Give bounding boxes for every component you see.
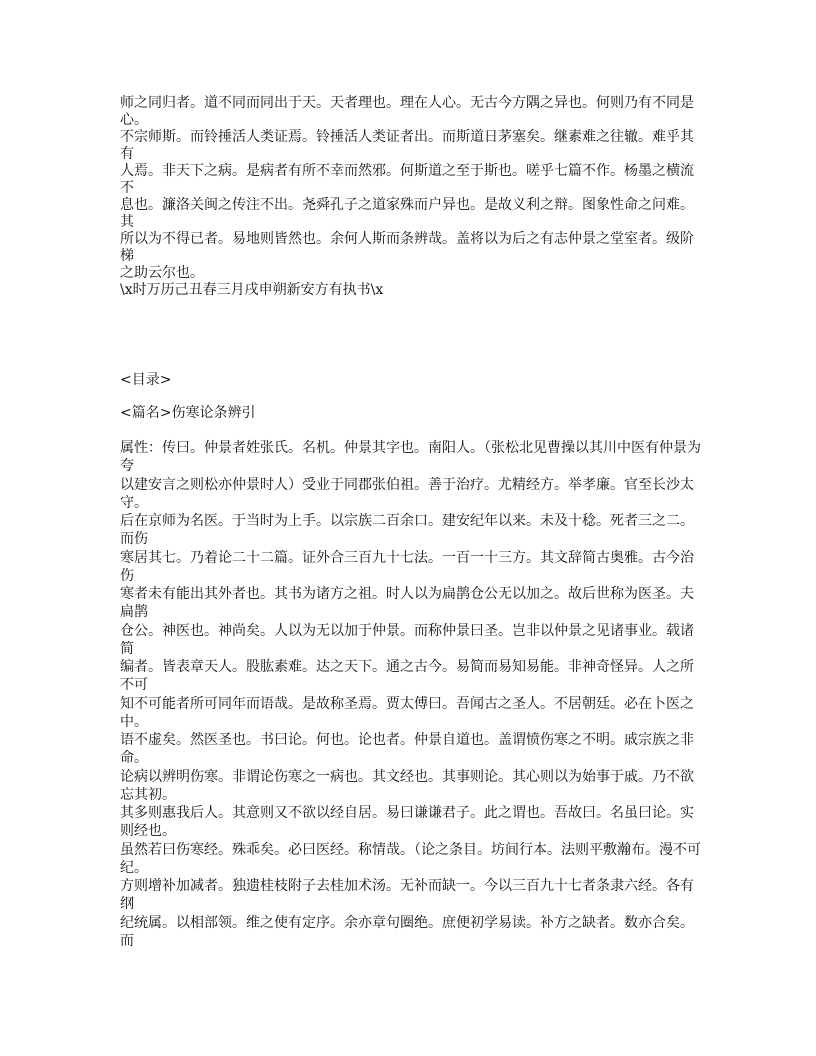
- toc-heading: <目录>: [120, 372, 172, 388]
- text-line: \x时万历己丑春三月戌申朔新安方有执书\x: [120, 282, 384, 298]
- text-line: 心。: [120, 112, 148, 128]
- paragraph: [120, 585, 720, 622]
- text-line: 守。: [120, 494, 148, 511]
- text-line: 后在京师为名医。于当时为上手。以宗族二百余口。建安纪年以来。未及十稔。死者三之二。: [120, 513, 694, 529]
- paragraph: [120, 197, 720, 231]
- text-line: 简: [120, 640, 134, 657]
- text-line: 有: [120, 146, 134, 162]
- text-line: 梯: [120, 248, 134, 264]
- paragraph: [120, 476, 720, 513]
- paragraph: [120, 512, 720, 549]
- text-line: 其多则惠我后人。其意则又不欲以经自居。易曰谦谦君子。此之谓也。吾故曰。名虽曰论。实: [120, 805, 694, 821]
- text-line: 寒居其七。乃着论二十二篇。证外合三百九十七法。一百一十三方。其文辞简古奥雅。古今治: [120, 549, 694, 566]
- text-line: 论病以辨明伤寒。非谓论伤寒之一病也。其文经也。其事则论。其心则以为始事于戚。乃不欲: [120, 768, 694, 785]
- text-line: 中。: [120, 713, 148, 730]
- paragraph: [120, 804, 720, 841]
- text-line: 命。: [120, 750, 148, 767]
- text-line: 忘其初。: [120, 786, 176, 803]
- text-line: 而伤: [120, 531, 148, 548]
- paragraph: [120, 695, 720, 732]
- text-line: 则经也。: [120, 823, 176, 840]
- paragraph: [120, 231, 720, 265]
- text-line: 编者。皆表章天人。股肱素难。达之天下。通之古今。易简而易知易能。非神奇怪异。人之所: [120, 659, 694, 675]
- text-line: 方则增补加减者。独遗桂枝附子去桂加术汤。无补而缺一。今以三百九十七者条隶六经。各有: [120, 878, 694, 894]
- paragraph: [120, 439, 720, 476]
- text-line: 所以为不得已者。易地则皆然也。余何人斯而条辨哉。盖将以为后之有志仲景之堂室者。级阶: [120, 231, 694, 247]
- text-line: 纲: [120, 896, 134, 913]
- paragraph: [120, 914, 720, 951]
- paragraph: [120, 622, 720, 659]
- text-line: 知不可能者所可同年而语哉。是故称圣焉。贾太傅曰。吾闻古之圣人。不居朝廷。必在卜医之: [120, 695, 694, 712]
- text-line: 师之同归者。道不同而同出于天。天者理也。理在人心。无古今方隅之异也。何则乃有不同是: [120, 95, 694, 111]
- text-line: 纪统属。以相部领。维之使有定序。余亦章句圈绝。庶便初学易读。补方之缺者。数亦合矣。: [120, 914, 694, 931]
- body-section: [120, 439, 720, 950]
- text-line: 之助云尔也。: [120, 265, 204, 281]
- chapter-title: <篇名>伤寒论条辨引: [120, 405, 256, 421]
- text-line: 扁鹊: [120, 604, 148, 621]
- text-line: 息也。濂洛关闽之传注不出。尧舜孔子之道家殊而户异也。是故义利之辩。图象性命之问难。: [120, 197, 694, 213]
- text-line: 夸: [120, 458, 134, 475]
- text-line: 伤: [120, 567, 134, 584]
- paragraph: [120, 877, 720, 914]
- text-line: 不可: [120, 677, 148, 694]
- text-line: 语不虚矣。然医圣也。书曰论。何也。论也者。仲景自道也。盖谓愤伤寒之不明。戚宗族之非: [120, 732, 694, 748]
- paragraph: [120, 841, 720, 878]
- preface-section: [120, 95, 720, 299]
- text-line: 不宗师斯。而铃捶活人类证焉。铃捶活人类证者出。而斯道日茅塞矣。继素难之往辙。难乎其: [120, 129, 694, 145]
- text-line: 人焉。非天下之病。是病者有所不幸而然邪。何斯道之至于斯也。嗟乎七篇不作。杨墨之横流: [120, 163, 694, 179]
- paragraph: [120, 768, 720, 805]
- text-line: 不: [120, 180, 134, 196]
- paragraph: [120, 265, 720, 282]
- paragraph: [120, 658, 720, 695]
- text-line: 仓公。神医也。神尚矣。人以为无以加于仲景。而称仲景曰圣。岂非以仲景之见诸事业。载诸: [120, 622, 694, 639]
- paragraph: [120, 95, 720, 129]
- paragraph: [120, 282, 720, 299]
- text-line: 以建安言之则松亦仲景时人）受业于同郡张伯祖。善于治疗。尤精经方。举孝廉。官至长沙太: [120, 476, 694, 493]
- text-line: 属性：传曰。仲景者姓张氏。名机。仲景其字也。南阳人。（张松北见曹操以其川中医有仲景为: [120, 440, 701, 456]
- paragraph: [120, 163, 720, 197]
- paragraph: [120, 549, 720, 586]
- text-line: 寒者未有能出其外者也。其书为诸方之祖。时人以为扁鹊仓公无以加之。故后世称为医圣。夫: [120, 586, 694, 602]
- text-line: 而: [120, 932, 134, 949]
- text-line: 纪。: [120, 859, 148, 876]
- text-line: 虽然若曰伤寒经。殊乖矣。必曰医经。称情哉。（论之条目。坊间行本。法则平敷瀚布。漫不可: [120, 841, 701, 858]
- paragraph: [120, 731, 720, 768]
- paragraph: [120, 129, 720, 163]
- text-line: 其: [120, 214, 134, 230]
